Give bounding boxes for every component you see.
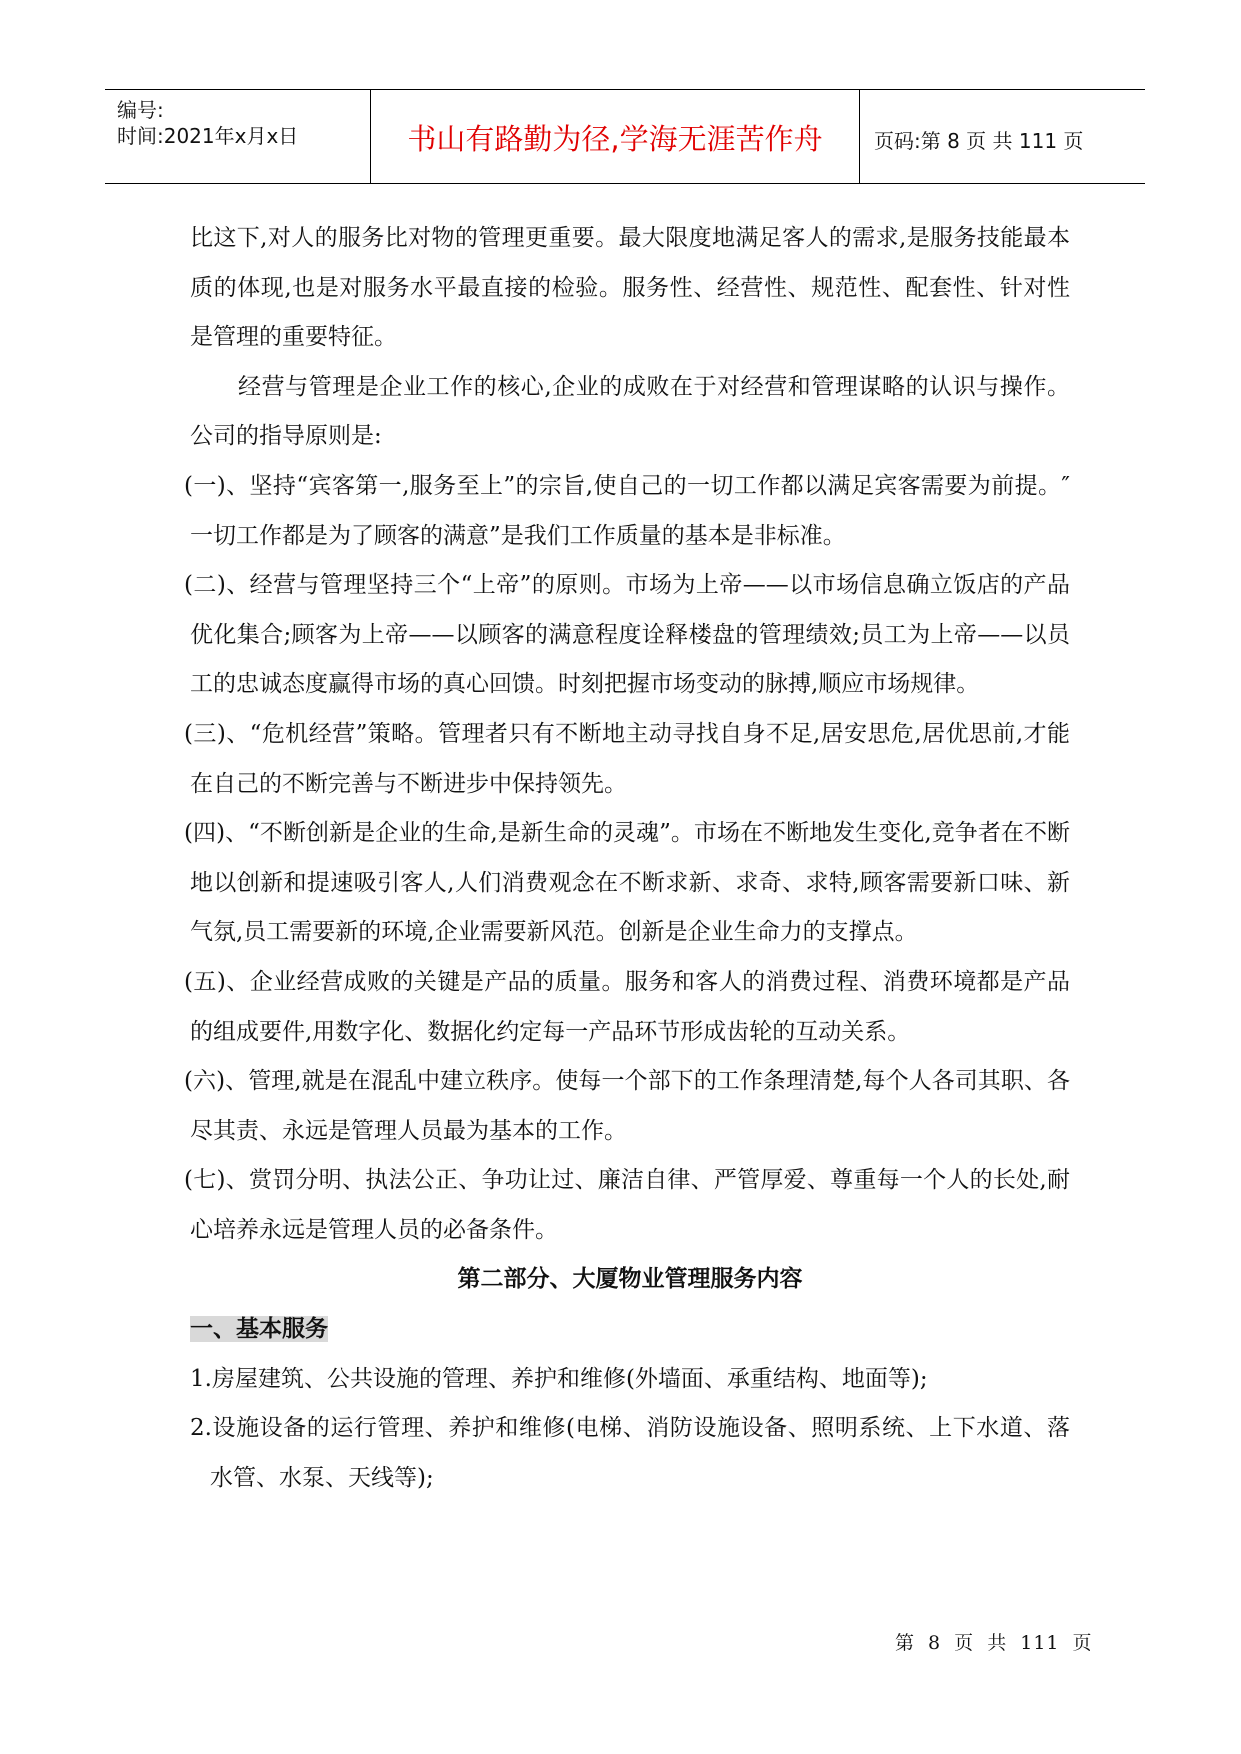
header-motto: 书山有路勤为径,学海无涯苦作舟 xyxy=(407,122,823,156)
service-list-item-2: 2.设施设备的运行管理、养护和维修(电梯、消防设施设备、照明系统、上下水道、落水管、水泵、天线等); xyxy=(190,1415,1070,1491)
header-center-cell xyxy=(370,90,860,183)
principle-item-5: (五)、企业经营成败的关键是产品的质量。服务和客人的消费过程、消费环境都是产品的组成要件,用数字化、数据化约定每一产品环节形成齿轮的互动关系。 xyxy=(184,968,1070,1045)
section-heading xyxy=(190,1305,1070,1355)
header-page-label: 页码:第 8 页 共 111 页 xyxy=(874,129,1084,153)
document-code-label: 编号: xyxy=(117,98,164,122)
paragraph-2: 经营与管理是企业工作的核心,企业的成败在于对经营和管理谋略的认识与操作。公司的指导原则是: xyxy=(190,373,1070,450)
principle-item-7: (七)、赏罚分明、执法公正、争功让过、廉洁自律、严管厚爱、尊重每一个人的长处,耐心培养永远是管理人员的必备条件。 xyxy=(184,1167,1070,1243)
document-time-label: 时间:2021年x月x日 xyxy=(117,124,299,148)
principle-item-3: (三)、“危机经营”策略。管理者只有不断地主动寻找自身不足,居安思危,居优思前,才能在自己的不断完善与不断进步中保持领先。 xyxy=(184,720,1070,797)
header-right-cell xyxy=(860,90,1145,183)
paragraph-1: 比这下,对人的服务比对物的管理更重要。最大限度地满足客人的需求,是服务技能最本质的体现,也是对服务水平最直接的检验。服务性、经营性、规范性、配套性、针对性是管理的重要特征。 xyxy=(190,225,1070,351)
principle-item-1: (一)、坚持“宾客第一,服务至上”的宗旨,使自己的一切工作都以满足宾客需要为前提。″一切工作都是为了顾客的满意”是我们工作质量的基本是非标准。 xyxy=(184,472,1070,549)
section-heading-text: 一、基本服务 xyxy=(190,1316,328,1343)
service-list-item-1: 1.房屋建筑、公共设施的管理、养护和维修(外墙面、承重结构、地面等); xyxy=(190,1365,928,1392)
document-body xyxy=(184,214,1070,1503)
principle-item-2: (二)、经营与管理坚持三个“上帝”的原则。市场为上帝——以市场信息确立饭店的产品优化集合;顾客为上帝——以顾客的满意程度诠释楼盘的管理绩效;员工为上帝——以员工的忠诚态度赢得市场的真心回馈。时刻把握市场变动的脉搏,顺应市场规律。 xyxy=(184,572,1070,698)
page-footer: 第 8 页 共 111 页 xyxy=(895,1632,1093,1654)
header-left-cell xyxy=(105,90,370,183)
part-title: 第二部分、大厦物业管理服务内容 xyxy=(457,1266,803,1293)
principle-item-6: (六)、管理,就是在混乱中建立秩序。使每一个部下的工作条理清楚,每个人各司其职、各尽其责、永远是管理人员最为基本的工作。 xyxy=(184,1068,1070,1144)
principle-item-4: (四)、“不断创新是企业的生命,是新生命的灵魂”。市场在不断地发生变化,竞争者在不断地以创新和提速吸引客人,人们消费观念在不断求新、求奇、求特,顾客需要新口味、新气氛,员工需要新的环境,企业需要新风范。创新是企业生命力的支撑点。 xyxy=(184,820,1070,946)
page-header xyxy=(105,89,1145,184)
